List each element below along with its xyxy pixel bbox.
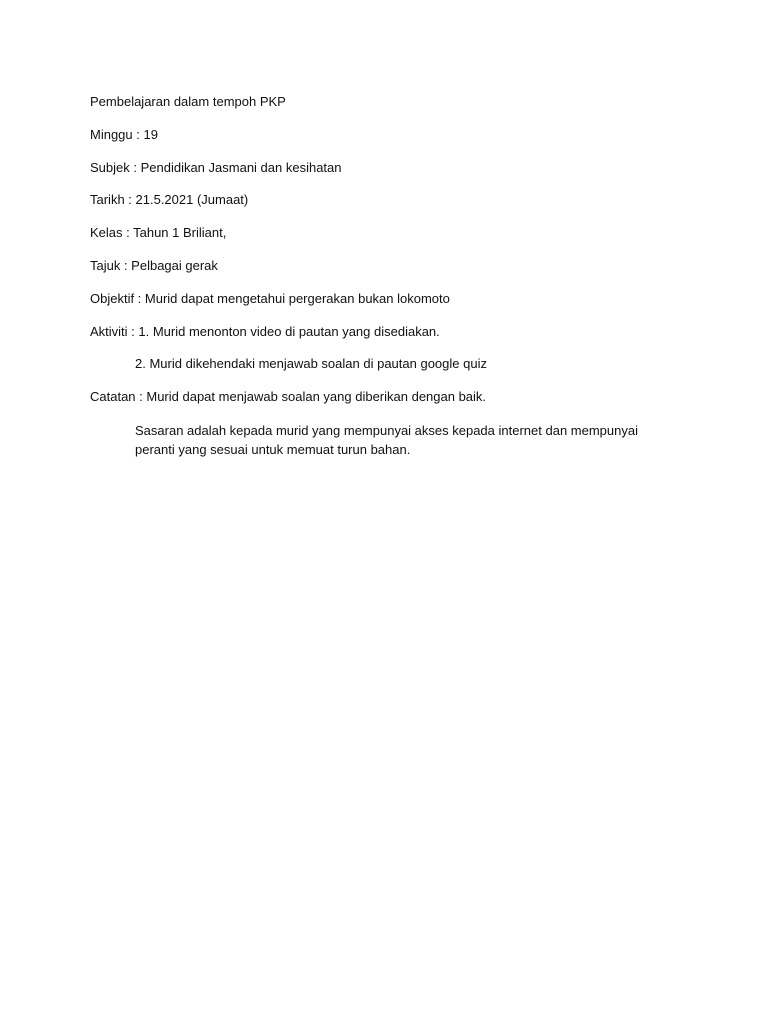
class-line: Kelas : Tahun 1 Briliant, bbox=[90, 225, 227, 240]
date-line: Tarikh : 21.5.2021 (Jumaat) bbox=[90, 192, 249, 207]
document-title: Pembelajaran dalam tempoh PKP bbox=[90, 94, 286, 109]
subject-line: Subjek : Pendidikan Jasmani dan kesihatan bbox=[90, 160, 342, 175]
week-line: Minggu : 19 bbox=[90, 127, 158, 142]
notes-paragraph: Sasaran adalah kepada murid yang mempunyai akses kepada internet dan mempunyai peranti yang sesuai untuk memuat turun bahan. bbox=[135, 423, 638, 457]
topic-line: Tajuk : Pelbagai gerak bbox=[90, 258, 218, 273]
objective-line: Objektif : Murid dapat mengetahui pergerakan bukan lokomoto bbox=[90, 291, 450, 306]
activity-line-2: 2. Murid dikehendaki menjawab soalan di pautan google quiz bbox=[135, 356, 487, 371]
activity-line-1: Aktiviti : 1. Murid menonton video di pautan yang disediakan. bbox=[90, 324, 440, 339]
notes-line: Catatan : Murid dapat menjawab soalan yang diberikan dengan baik. bbox=[90, 389, 487, 404]
